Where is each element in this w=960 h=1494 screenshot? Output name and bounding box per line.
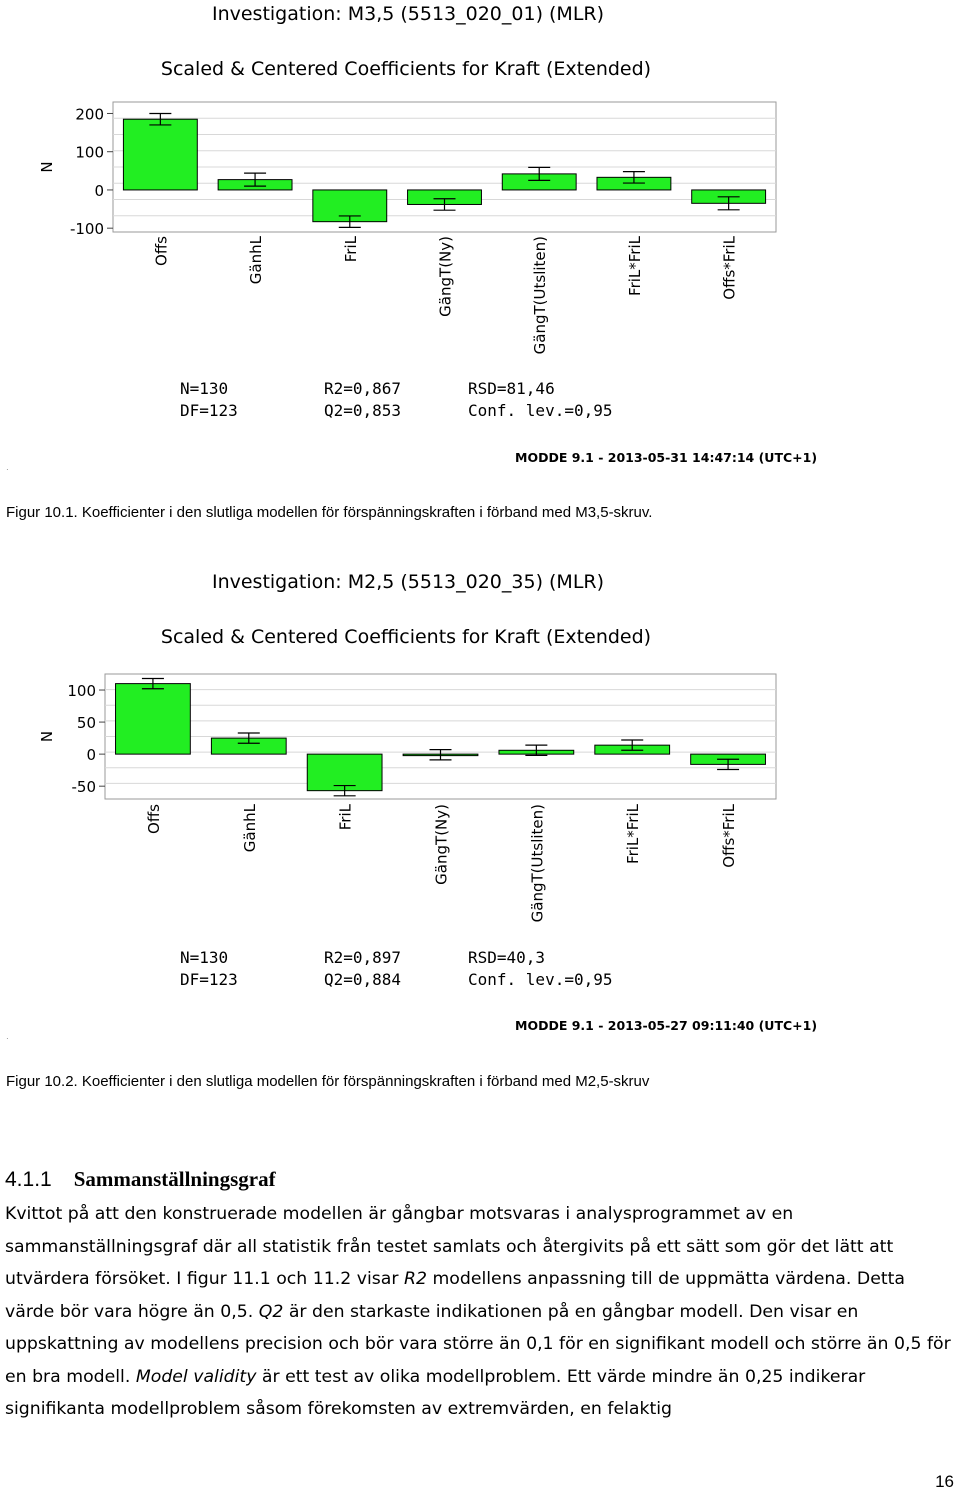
chart2-stat-q2: Q2=0,884 xyxy=(324,970,402,989)
chart2-stat-n: N=130 xyxy=(180,948,229,967)
category-label: Offs*FriL xyxy=(720,804,739,868)
chart1-stat-rsd: RSD=81,46 xyxy=(468,379,555,398)
chart1-stat-q2: Q2=0,853 xyxy=(324,401,402,420)
y-tick-label: -100 xyxy=(69,220,104,239)
chart2-subtitle: Scaled & Centered Coefficients for Kraft (Extended) xyxy=(160,626,652,648)
figure-caption-2: Figur 10.2. Koefficienter i den slutliga modellen för förspänningskraften i förband med M2,5-skruv xyxy=(6,1073,650,1090)
y-axis-title: N xyxy=(38,161,56,173)
chart2-plot xyxy=(38,674,776,922)
chart2-footer: MODDE 9.1 - 2013-05-27 09:11:40 (UTC+1) xyxy=(515,1018,818,1033)
body-text-part: Kvittot på att den konstruerade modellen är gångbar motsvaras i analysprogrammet av en sammanställningsgraf där all statistik från testet samlats och återgivits på ett sätt som gör det lätt att utvärdera försöket. I figur 11.1 och 11.2 visar xyxy=(5,1204,894,1289)
body-text-part: är den starkaste indikationen på en gångbar modell. Den visar en uppskattning av modellens precision och bör vara större än 0,1 för en signifikant modell och större än 0,5 för en bra modell. xyxy=(5,1301,951,1387)
body-text-part: modellens anpassning till de uppmätta värdena. Detta värde bör vara högre än 0,5. xyxy=(5,1269,905,1322)
y-axis-title: N xyxy=(38,730,56,743)
category-label: GänhL xyxy=(240,804,259,853)
category-label: GängT(Ny) xyxy=(432,804,451,885)
y-tick-label: 50 xyxy=(76,714,96,733)
category-label: Offs xyxy=(144,804,163,834)
chart1-stat-df: DF=123 xyxy=(180,401,238,420)
body-text-part: är ett test av olika modellproblem. Ett värde mindre än 0,25 indikerar signifikanta modellproblem såsom förekomsten av extremvärden, en felaktig xyxy=(5,1366,866,1419)
category-label: FriL*FriL xyxy=(625,236,644,296)
chart1-plot xyxy=(38,102,776,354)
model-validity-term: Model validity xyxy=(135,1366,257,1387)
chart1-stat-conf: Conf. lev.=0,95 xyxy=(468,401,613,420)
coefficient-chart-1 xyxy=(0,0,960,480)
y-tick-label: 100 xyxy=(67,682,96,701)
y-tick-label: 0 xyxy=(86,746,96,765)
y-tick-label: 100 xyxy=(75,143,104,162)
body-text xyxy=(5,1198,959,1426)
chart1-marker: · xyxy=(6,465,9,474)
section-title: Sammanställningsgraf xyxy=(73,1167,276,1191)
section-heading xyxy=(5,1167,276,1192)
chart2-investigation: Investigation: M2,5 (5513_020_35) (MLR) xyxy=(211,571,605,593)
chart1-stat-r2: R2=0,867 xyxy=(324,379,402,398)
chart1-stat-n: N=130 xyxy=(180,379,229,398)
chart2-marker: · xyxy=(6,1034,9,1043)
section-number: 4.1.1 xyxy=(5,1168,52,1191)
y-tick-label: 200 xyxy=(75,105,104,124)
category-label: GängT(Ny) xyxy=(436,236,455,317)
chart2-stat-r2: R2=0,897 xyxy=(324,948,402,967)
chart2-stat-rsd: RSD=40,3 xyxy=(468,948,546,967)
category-label: Offs*FriL xyxy=(720,236,739,300)
chart2-stat-df: DF=123 xyxy=(180,970,238,989)
y-tick-label: -50 xyxy=(71,778,96,797)
y-tick-label: 0 xyxy=(94,181,104,200)
chart2-stat-conf: Conf. lev.=0,95 xyxy=(468,970,613,989)
bar-Offs xyxy=(116,684,191,755)
category-label: FriL xyxy=(336,804,355,831)
chart1-subtitle: Scaled & Centered Coefficients for Kraft (Extended) xyxy=(160,58,652,80)
category-label: GängT(Utsliten) xyxy=(531,236,550,355)
category-label: GängT(Utsliten) xyxy=(528,804,547,923)
chart1-investigation: Investigation: M3,5 (5513_020_01) (MLR) xyxy=(211,3,605,25)
r2-term: R2 xyxy=(403,1269,427,1289)
category-label: FriL xyxy=(341,236,360,263)
body-paragraph xyxy=(5,1198,959,1426)
coefficient-chart-2 xyxy=(0,568,960,1048)
q2-term: Q2 xyxy=(258,1301,284,1322)
figure-caption-1: Figur 10.1. Koefficienter i den slutliga modellen för förspänningskraften i förband med M3,5-skruv. xyxy=(6,504,653,521)
category-label: Offs xyxy=(152,236,171,266)
category-label: GänhL xyxy=(247,236,266,285)
chart1-footer: MODDE 9.1 - 2013-05-31 14:47:14 (UTC+1) xyxy=(515,450,818,465)
category-label: FriL*FriL xyxy=(624,804,643,864)
page-number: 16 xyxy=(935,1472,954,1491)
bar-Offs xyxy=(123,119,197,190)
